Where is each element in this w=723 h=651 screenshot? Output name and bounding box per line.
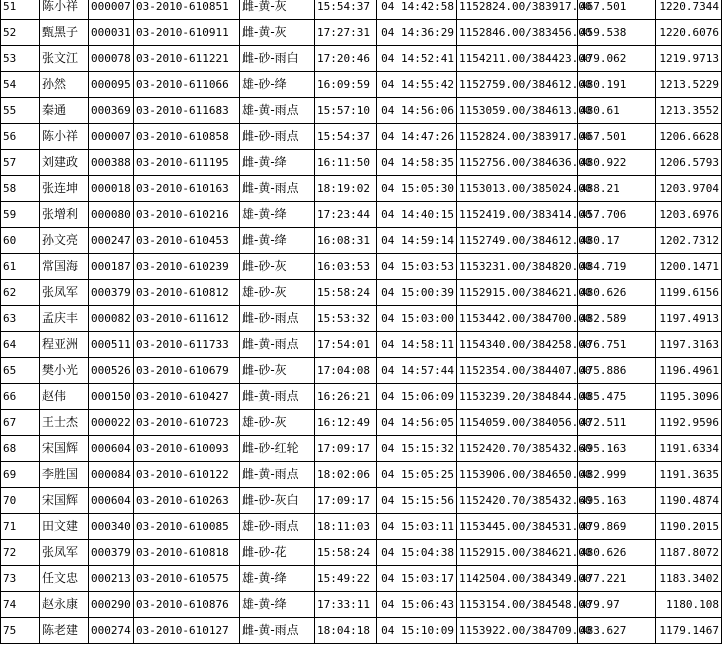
distance-cell: 485.475 [578, 384, 656, 410]
arrival-time-cell: 04 14:58:11 [377, 332, 457, 358]
member-id-cell: 000018 [89, 176, 134, 202]
table-row [1, 98, 722, 124]
coordinates-cell: 1152915.00/384621.00 [457, 540, 578, 566]
coordinates-cell: 1142504.00/384349.00 [457, 566, 578, 592]
rank-cell: 58 [1, 176, 40, 202]
rank-cell: 73 [1, 566, 40, 592]
distance-cell: 459.538 [578, 20, 656, 46]
arrival-time-cell: 04 15:03:53 [377, 254, 457, 280]
release-time-cell: 17:04:08 [315, 358, 377, 384]
member-id-cell: 000095 [89, 72, 134, 98]
ring-number-cell: 03-2010-611683 [134, 98, 240, 124]
rank-cell: 67 [1, 410, 40, 436]
pigeon-description-cell: 雌-黄-灰 [240, 20, 315, 46]
ring-number-cell: 03-2010-611066 [134, 72, 240, 98]
speed-cell: 1213.3552 [656, 98, 722, 124]
pigeon-description-cell: 雄-黄-绛 [240, 202, 315, 228]
rank-cell: 55 [1, 98, 40, 124]
member-id-cell: 000290 [89, 592, 134, 618]
pigeon-description-cell: 雌-砂-灰白 [240, 488, 315, 514]
distance-cell: 480.922 [578, 150, 656, 176]
ring-number-cell: 03-2010-610812 [134, 280, 240, 306]
name-cell: 甄黑子 [40, 20, 89, 46]
table-row [1, 254, 722, 280]
arrival-time-cell: 04 15:03:00 [377, 306, 457, 332]
pigeon-description-cell: 雄-黄-雨点 [240, 98, 315, 124]
coordinates-cell: 1152419.00/383414.00 [457, 202, 578, 228]
arrival-time-cell: 04 15:03:11 [377, 514, 457, 540]
speed-cell: 1203.9704 [656, 176, 722, 202]
table-row [1, 228, 722, 254]
arrival-time-cell: 04 15:05:25 [377, 462, 457, 488]
member-id-cell: 000604 [89, 436, 134, 462]
member-id-cell: 000388 [89, 150, 134, 176]
coordinates-cell: 1154340.00/384258.00 [457, 332, 578, 358]
coordinates-cell: 1154059.00/384056.00 [457, 410, 578, 436]
release-time-cell: 16:08:31 [315, 228, 377, 254]
member-id-cell: 000340 [89, 514, 134, 540]
arrival-time-cell: 04 14:59:14 [377, 228, 457, 254]
coordinates-cell: 1152756.00/384636.00 [457, 150, 578, 176]
release-time-cell: 18:02:06 [315, 462, 377, 488]
release-time-cell: 16:12:49 [315, 410, 377, 436]
table-row [1, 0, 722, 20]
rank-cell: 52 [1, 20, 40, 46]
ring-number-cell: 03-2010-610093 [134, 436, 240, 462]
rank-cell: 64 [1, 332, 40, 358]
release-time-cell: 15:49:22 [315, 566, 377, 592]
member-id-cell: 000078 [89, 46, 134, 72]
table-row [1, 384, 722, 410]
coordinates-cell: 1153154.00/384548.00 [457, 592, 578, 618]
arrival-time-cell: 04 15:06:43 [377, 592, 457, 618]
coordinates-cell: 1152824.00/383917.00 [457, 0, 578, 20]
release-time-cell: 18:04:18 [315, 618, 377, 644]
table-row [1, 436, 722, 462]
arrival-time-cell: 04 14:36:29 [377, 20, 457, 46]
rank-cell: 56 [1, 124, 40, 150]
table-row [1, 280, 722, 306]
rank-cell: 53 [1, 46, 40, 72]
distance-cell: 467.501 [578, 0, 656, 20]
pigeon-description-cell: 雄-黄-绛 [240, 592, 315, 618]
ring-number-cell: 03-2010-610127 [134, 618, 240, 644]
name-cell: 宋国辉 [40, 488, 89, 514]
arrival-time-cell: 04 14:42:58 [377, 0, 457, 20]
name-cell: 张凤军 [40, 540, 89, 566]
distance-cell: 476.751 [578, 332, 656, 358]
release-time-cell: 17:27:31 [315, 20, 377, 46]
coordinates-cell: 1152749.00/384612.00 [457, 228, 578, 254]
ring-number-cell: 03-2010-611733 [134, 332, 240, 358]
speed-cell: 1187.8072 [656, 540, 722, 566]
release-time-cell: 17:23:44 [315, 202, 377, 228]
rank-cell: 72 [1, 540, 40, 566]
ring-number-cell: 03-2010-610085 [134, 514, 240, 540]
release-time-cell: 16:11:50 [315, 150, 377, 176]
table-row [1, 592, 722, 618]
member-id-cell: 000082 [89, 306, 134, 332]
speed-cell: 1196.4961 [656, 358, 722, 384]
name-cell: 孙然 [40, 72, 89, 98]
name-cell: 程亚洲 [40, 332, 89, 358]
name-cell: 张文江 [40, 46, 89, 72]
member-id-cell: 000031 [89, 20, 134, 46]
release-time-cell: 15:54:37 [315, 124, 377, 150]
coordinates-cell: 1153906.00/384650.00 [457, 462, 578, 488]
release-time-cell: 17:20:46 [315, 46, 377, 72]
arrival-time-cell: 04 14:58:35 [377, 150, 457, 176]
release-time-cell: 18:19:02 [315, 176, 377, 202]
member-id-cell: 000247 [89, 228, 134, 254]
rank-cell: 51 [1, 0, 40, 20]
name-cell: 宋国辉 [40, 436, 89, 462]
name-cell: 赵伟 [40, 384, 89, 410]
speed-cell: 1220.7344 [656, 0, 722, 20]
member-id-cell: 000084 [89, 462, 134, 488]
pigeon-description-cell: 雌-砂-灰 [240, 254, 315, 280]
release-time-cell: 17:54:01 [315, 332, 377, 358]
table-row [1, 46, 722, 72]
ring-number-cell: 03-2010-610263 [134, 488, 240, 514]
ring-number-cell: 03-2010-610427 [134, 384, 240, 410]
name-cell: 张连坤 [40, 176, 89, 202]
pigeon-description-cell: 雌-砂-雨点 [240, 124, 315, 150]
member-id-cell: 000369 [89, 98, 134, 124]
distance-cell: 483.627 [578, 618, 656, 644]
table-row [1, 566, 722, 592]
distance-cell: 482.999 [578, 462, 656, 488]
table-row [1, 540, 722, 566]
ring-number-cell: 03-2010-610239 [134, 254, 240, 280]
coordinates-cell: 1153442.00/384700.00 [457, 306, 578, 332]
ring-number-cell: 03-2010-610851 [134, 0, 240, 20]
ring-number-cell: 03-2010-611612 [134, 306, 240, 332]
speed-cell: 1183.3402 [656, 566, 722, 592]
name-cell: 陈老建 [40, 618, 89, 644]
pigeon-description-cell: 雌-黄-绛 [240, 228, 315, 254]
coordinates-cell: 1152824.00/383917.00 [457, 124, 578, 150]
rank-cell: 75 [1, 618, 40, 644]
rank-cell: 59 [1, 202, 40, 228]
rank-cell: 61 [1, 254, 40, 280]
name-cell: 孟庆丰 [40, 306, 89, 332]
distance-cell: 475.886 [578, 358, 656, 384]
arrival-time-cell: 04 14:47:26 [377, 124, 457, 150]
distance-cell: 495.163 [578, 436, 656, 462]
table-row [1, 358, 722, 384]
distance-cell: 479.97 [578, 592, 656, 618]
ring-number-cell: 03-2010-610679 [134, 358, 240, 384]
pigeon-description-cell: 雌-砂-红轮 [240, 436, 315, 462]
arrival-time-cell: 04 15:10:09 [377, 618, 457, 644]
member-id-cell: 000274 [89, 618, 134, 644]
release-time-cell: 16:03:53 [315, 254, 377, 280]
member-id-cell: 000022 [89, 410, 134, 436]
rank-cell: 54 [1, 72, 40, 98]
table-row [1, 72, 722, 98]
name-cell: 赵永康 [40, 592, 89, 618]
results-table-body [1, 0, 722, 644]
name-cell: 田文建 [40, 514, 89, 540]
coordinates-cell: 1152420.70/385432.60 [457, 488, 578, 514]
table-row [1, 20, 722, 46]
distance-cell: 480.61 [578, 98, 656, 124]
distance-cell: 480.626 [578, 540, 656, 566]
coordinates-cell: 1153059.00/384613.00 [457, 98, 578, 124]
table-row [1, 332, 722, 358]
speed-cell: 1195.3096 [656, 384, 722, 410]
coordinates-cell: 1153231.00/384820.00 [457, 254, 578, 280]
table-row [1, 410, 722, 436]
rank-cell: 71 [1, 514, 40, 540]
distance-cell: 488.21 [578, 176, 656, 202]
coordinates-cell: 1153445.00/384531.00 [457, 514, 578, 540]
speed-cell: 1197.4913 [656, 306, 722, 332]
speed-cell: 1192.9596 [656, 410, 722, 436]
release-time-cell: 15:58:24 [315, 540, 377, 566]
rank-cell: 57 [1, 150, 40, 176]
member-id-cell: 000511 [89, 332, 134, 358]
coordinates-cell: 1152915.00/384621.00 [457, 280, 578, 306]
arrival-time-cell: 04 15:04:38 [377, 540, 457, 566]
release-time-cell: 17:09:17 [315, 488, 377, 514]
name-cell: 陈小祥 [40, 124, 89, 150]
ring-number-cell: 03-2010-610723 [134, 410, 240, 436]
rank-cell: 68 [1, 436, 40, 462]
member-id-cell: 000379 [89, 280, 134, 306]
arrival-time-cell: 04 15:03:17 [377, 566, 457, 592]
ring-number-cell: 03-2010-610876 [134, 592, 240, 618]
table-row [1, 514, 722, 540]
speed-cell: 1202.7312 [656, 228, 722, 254]
arrival-time-cell: 04 15:15:56 [377, 488, 457, 514]
coordinates-cell: 1152354.00/384407.00 [457, 358, 578, 384]
distance-cell: 472.511 [578, 410, 656, 436]
speed-cell: 1203.6976 [656, 202, 722, 228]
table-row [1, 202, 722, 228]
speed-cell: 1197.3163 [656, 332, 722, 358]
coordinates-cell: 1153239.20/384844.00 [457, 384, 578, 410]
distance-cell: 480.191 [578, 72, 656, 98]
pigeon-description-cell: 雌-砂-雨白 [240, 46, 315, 72]
distance-cell: 479.869 [578, 514, 656, 540]
pigeon-description-cell: 雌-砂-雨点 [240, 306, 315, 332]
ring-number-cell: 03-2010-610818 [134, 540, 240, 566]
speed-cell: 1200.1471 [656, 254, 722, 280]
coordinates-cell: 1152420.70/385432.60 [457, 436, 578, 462]
name-cell: 樊小光 [40, 358, 89, 384]
table-row [1, 150, 722, 176]
speed-cell: 1179.1467 [656, 618, 722, 644]
speed-cell: 1206.6628 [656, 124, 722, 150]
rank-cell: 66 [1, 384, 40, 410]
ring-number-cell: 03-2010-610858 [134, 124, 240, 150]
arrival-time-cell: 04 15:05:30 [377, 176, 457, 202]
coordinates-cell: 1153922.00/384709.00 [457, 618, 578, 644]
pigeon-description-cell: 雌-黄-绛 [240, 150, 315, 176]
table-row [1, 488, 722, 514]
ring-number-cell: 03-2010-610453 [134, 228, 240, 254]
table-row [1, 176, 722, 202]
pigeon-description-cell: 雄-砂-灰 [240, 410, 315, 436]
pigeon-description-cell: 雌-砂-花 [240, 540, 315, 566]
speed-cell: 1190.4874 [656, 488, 722, 514]
speed-cell: 1219.9713 [656, 46, 722, 72]
release-time-cell: 18:11:03 [315, 514, 377, 540]
member-id-cell: 000379 [89, 540, 134, 566]
distance-cell: 457.706 [578, 202, 656, 228]
arrival-time-cell: 04 14:52:41 [377, 46, 457, 72]
name-cell: 常国海 [40, 254, 89, 280]
name-cell: 陈小祥 [40, 0, 89, 20]
speed-cell: 1191.3635 [656, 462, 722, 488]
arrival-time-cell: 04 14:56:06 [377, 98, 457, 124]
distance-cell: 495.163 [578, 488, 656, 514]
release-time-cell: 15:57:10 [315, 98, 377, 124]
name-cell: 李胜国 [40, 462, 89, 488]
distance-cell: 480.626 [578, 280, 656, 306]
speed-cell: 1213.5229 [656, 72, 722, 98]
member-id-cell: 000604 [89, 488, 134, 514]
distance-cell: 484.719 [578, 254, 656, 280]
member-id-cell: 000213 [89, 566, 134, 592]
table-row [1, 306, 722, 332]
coordinates-cell: 1154211.00/384423.00 [457, 46, 578, 72]
pigeon-description-cell: 雌-黄-雨点 [240, 462, 315, 488]
pigeon-description-cell: 雌-黄-雨点 [240, 176, 315, 202]
release-time-cell: 17:09:17 [315, 436, 377, 462]
speed-cell: 1190.2015 [656, 514, 722, 540]
rank-cell: 62 [1, 280, 40, 306]
release-time-cell: 15:53:32 [315, 306, 377, 332]
release-time-cell: 17:33:11 [315, 592, 377, 618]
table-row [1, 618, 722, 644]
pigeon-description-cell: 雌-黄-雨点 [240, 384, 315, 410]
release-time-cell: 15:54:37 [315, 0, 377, 20]
ring-number-cell: 03-2010-611195 [134, 150, 240, 176]
arrival-time-cell: 04 14:56:05 [377, 410, 457, 436]
release-time-cell: 16:09:59 [315, 72, 377, 98]
release-time-cell: 15:58:24 [315, 280, 377, 306]
arrival-time-cell: 04 15:15:32 [377, 436, 457, 462]
name-cell: 刘建政 [40, 150, 89, 176]
release-time-cell: 16:26:21 [315, 384, 377, 410]
distance-cell: 477.221 [578, 566, 656, 592]
speed-cell: 1199.6156 [656, 280, 722, 306]
pigeon-description-cell: 雌-黄-雨点 [240, 332, 315, 358]
distance-cell: 482.589 [578, 306, 656, 332]
member-id-cell: 000007 [89, 0, 134, 20]
member-id-cell: 000080 [89, 202, 134, 228]
rank-cell: 70 [1, 488, 40, 514]
distance-cell: 467.501 [578, 124, 656, 150]
rank-cell: 63 [1, 306, 40, 332]
ring-number-cell: 03-2010-611221 [134, 46, 240, 72]
coordinates-cell: 1153013.00/385024.00 [457, 176, 578, 202]
member-id-cell: 000150 [89, 384, 134, 410]
name-cell: 秦通 [40, 98, 89, 124]
member-id-cell: 000187 [89, 254, 134, 280]
speed-cell: 1220.6076 [656, 20, 722, 46]
pigeon-description-cell: 雄-砂-绛 [240, 72, 315, 98]
pigeon-description-cell: 雄-砂-雨点 [240, 514, 315, 540]
coordinates-cell: 1152759.00/384612.00 [457, 72, 578, 98]
name-cell: 张凤军 [40, 280, 89, 306]
pigeon-description-cell: 雌-黄-灰 [240, 0, 315, 20]
ring-number-cell: 03-2010-610575 [134, 566, 240, 592]
name-cell: 张增利 [40, 202, 89, 228]
speed-cell: 1206.5793 [656, 150, 722, 176]
ring-number-cell: 03-2010-610216 [134, 202, 240, 228]
arrival-time-cell: 04 15:06:09 [377, 384, 457, 410]
rank-cell: 65 [1, 358, 40, 384]
ring-number-cell: 03-2010-610122 [134, 462, 240, 488]
rank-cell: 74 [1, 592, 40, 618]
pigeon-description-cell: 雌-砂-灰 [240, 358, 315, 384]
name-cell: 任文忠 [40, 566, 89, 592]
member-id-cell: 000526 [89, 358, 134, 384]
name-cell: 王士杰 [40, 410, 89, 436]
speed-cell: 1180.108 [656, 592, 722, 618]
rank-cell: 69 [1, 462, 40, 488]
arrival-time-cell: 04 14:55:42 [377, 72, 457, 98]
distance-cell: 479.062 [578, 46, 656, 72]
member-id-cell: 000007 [89, 124, 134, 150]
arrival-time-cell: 04 14:40:15 [377, 202, 457, 228]
pigeon-description-cell: 雄-黄-绛 [240, 566, 315, 592]
arrival-time-cell: 04 15:00:39 [377, 280, 457, 306]
table-row [1, 124, 722, 150]
distance-cell: 480.17 [578, 228, 656, 254]
pigeon-description-cell: 雄-砂-灰 [240, 280, 315, 306]
ring-number-cell: 03-2010-610911 [134, 20, 240, 46]
rank-cell: 60 [1, 228, 40, 254]
coordinates-cell: 1152846.00/383456.00 [457, 20, 578, 46]
speed-cell: 1191.6334 [656, 436, 722, 462]
pigeon-description-cell: 雌-黄-雨点 [240, 618, 315, 644]
name-cell: 孙文亮 [40, 228, 89, 254]
table-row [1, 462, 722, 488]
ring-number-cell: 03-2010-610163 [134, 176, 240, 202]
arrival-time-cell: 04 14:57:44 [377, 358, 457, 384]
